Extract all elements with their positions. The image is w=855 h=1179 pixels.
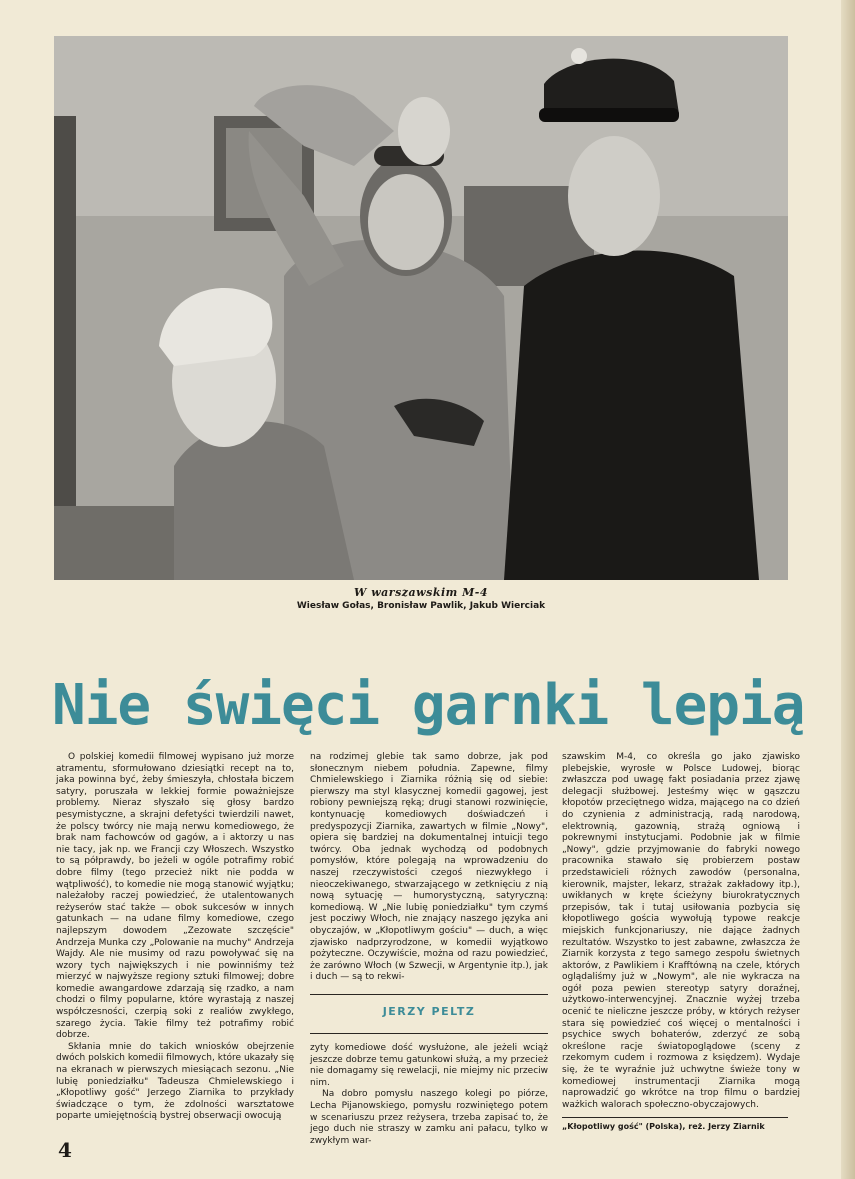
film-still-photo [54, 36, 788, 580]
article-paragraph: Skłania mnie do takich wniosków obejrzenie dwóch polskich komedii filmowych, które ukazały się na ekranach w pierwszych miesiącach sezonu. „Nie lubię poniedziałku" Tadeusza Chmielewskiego i „Kłopotliwy gość" Jerzego Ziarnika to przykłady świadczące o tym, że zdolności warsztatowe poparte umiejętnością bystrej obserwacji owocują [56, 1041, 294, 1122]
article-paragraph: Na dobro pomysłu naszego kolegi po piórze, Lecha Pijanowskiego, pomysłu rozwiniętego potem w scenariuszu przez reżysera, trzeba zapisać to, że jego duch nie straszy w zamku ani pałacu, tylko w zwykłym war- [310, 1089, 548, 1146]
article-title: Nie święci garnki lepią [52, 672, 805, 738]
article-paragraph: szawskim M-4, co określa go jako zjawisko plebejskie, wyrosłe w Polsce Ludowej, biorąc zwłaszcza pod uwagę fakt posiadania przez zjawę delegacji służbowej. Jesteśmy więc w gąszczu kłopotów przeciętnego widza, mającego na co dzień do czynienia z administracją, radą narodową, elektrownią, gazownią, strażą ogniową i pokrewnymi instytucjami. Podobnie jak w filmie „Nowy", gdzie przyjmowanie do fabryki nowego pracownika stawało się probierzem postaw przedstawicieli różnych zawodów (personalna, kierownik, majster, lekarz, strażak zakładowy itp.), uwikłanych w kręte ścieżyny biurokratycznych przepisów, tak i tutaj usiłowania pozbycia się kłopotliwego gościa wywołują typowe reakcje miejskich funkcjonariuszy, nie dające żadnych rezultatów. Wszystko to jest zabawne, zwłaszcza że Ziarnik korzysta z tego samego zespołu świetnych aktorów, z Pawlikiem i Krafftówną na czele, których oglądaliśmy już w „Nowym", ale nie wykracza na ogół poza pewien stereotyp satyry doraźnej, użytkowo-interwencyjnej. Znacznie wyżej trzeba ocenić te nieliczne jeszcze próby, w których reżyser stara się powiedzieć coś więcej o mentalności i psychice swych bohaterów, zderzyć ze sobą określone racje światopoglądowe (sceny z rzekomym cudem i rozmowa z księdzem). Wydaje się, że te wyraźnie już uchwytne świeże tony w komediowej instrumentacji Ziarnika mogą naprowadzić go wkrótce na trop filmu o bardziej ważkich walorach społeczno-obyczajowych. [562, 752, 800, 1110]
author-byline: JERZY PELTZ [382, 1005, 476, 1018]
byline-rule-top [310, 994, 548, 995]
page-number: 4 [58, 1138, 72, 1162]
byline-rule-bottom [310, 1033, 548, 1034]
article-column-3 [562, 752, 800, 1128]
article-paragraph: na rodzimej glebie tak samo dobrze, jak pod słonecznym niebem południa. Zapewne, filmy Chmielewskiego i Ziarnika różnią się od siebie: pierwszy ma styl klasycznej komedii gagowej, jest robiony pewniejszą ręką; drugi stanowi rozwinięcie, kontynuację komediowych doświadczeń i predyspozycji Ziarnika, zawartych w filmie „Nowy", opiera się bardziej na dokumentalnej intuicji tego twórcy. Oba jednak wychodzą od podobnych pomysłów, które polegają na wprowadzeniu do naszej rzeczywistości czegoś niezwykłego i nieoczekiwanego, stwarzającego w zetknięciu z nią nową sytuację — humorystyczną, satyryczną: komediową. W „Nie lubię poniedziałku" tym czymś jest pocziwy Włoch, nie znający naszego języka ani obyczajów, w „Kłopotliwym gościu" — duch, a więc zjawisko nadprzyrodzone, w komedii wyjątkowo pożyteczne. Oczywiście, można od razu powiedzieć, że zarówno Włoch (w Szwecji, w Argentynie itp.), jak i duch — są to rekwi- [310, 752, 548, 983]
photo-caption-cast: Wiesław Gołas, Bronisław Pawlik, Jakub Wierciak [296, 601, 546, 611]
article-paragraph: zyty komediowe dość wysłużone, ale jeżeli wciąż jeszcze dobrze temu gatunkowi służą, a my przecież nie domagamy się rewelacji, nie miejmy nic przeciw nim. [310, 1043, 548, 1088]
page-edge [841, 0, 855, 1179]
article-column-2-bottom [310, 1043, 548, 1146]
photo-caption-title: W warszawskim M-4 [354, 586, 488, 599]
article-column-1 [56, 752, 294, 1138]
film-credit: „Kłopotliwy gość" (Polska), reż. Jerzy Ziarnik [562, 1122, 765, 1131]
article-paragraph: O polskiej komedii filmowej wypisano już morze atramentu, sformułowano dziesiątki recept na to, jaka powinna być, żeby śmieszyła, chłostała biczem satyry, poruszała w lekkiej formie poważniejsze problemy. Nieraz słyszało się głosy bardzo pesymistyczne, a skrajni defetyści twierdzili nawet, że polscy twórcy nie mają nerwu komediowego, że brak nam fachowców od gagów, a i aktorzy u nas nie tacy, jak np. we Francji czy Włoszech. Wszystko to są półprawdy, bo jeżeli w ogóle potrafimy robić dobre filmy (tego przecież nikt nie podda w wątpliwość), to komedie nie mogą stanowić wyjątku; należałoby raczej powiedzieć, że utalentowanych reżyserów stać także — obok sukcesów w innych gatunkach — na udane filmy komediowe, czego najlepszym dowodem „Zezowate szczęście" Andrzeja Munka czy „Polowanie na muchy" Andrzeja Wajdy. Ale nie musimy od razu powoływać się na wzory tych największych i nie powinniśmy też mierzyć w najwyższe regiony sztuki filmowej; dobre komedie awangardowe zdarzają się rzadko, a nam chodzi o filmy popularne, które wyrastają z naszej współczesności, czerpią soki z realiów zwykłego, szarego życia. Takie filmy też potrafimy robić dobrze. [56, 752, 294, 1041]
credit-rule [562, 1117, 788, 1118]
article-column-2-top [310, 752, 548, 992]
